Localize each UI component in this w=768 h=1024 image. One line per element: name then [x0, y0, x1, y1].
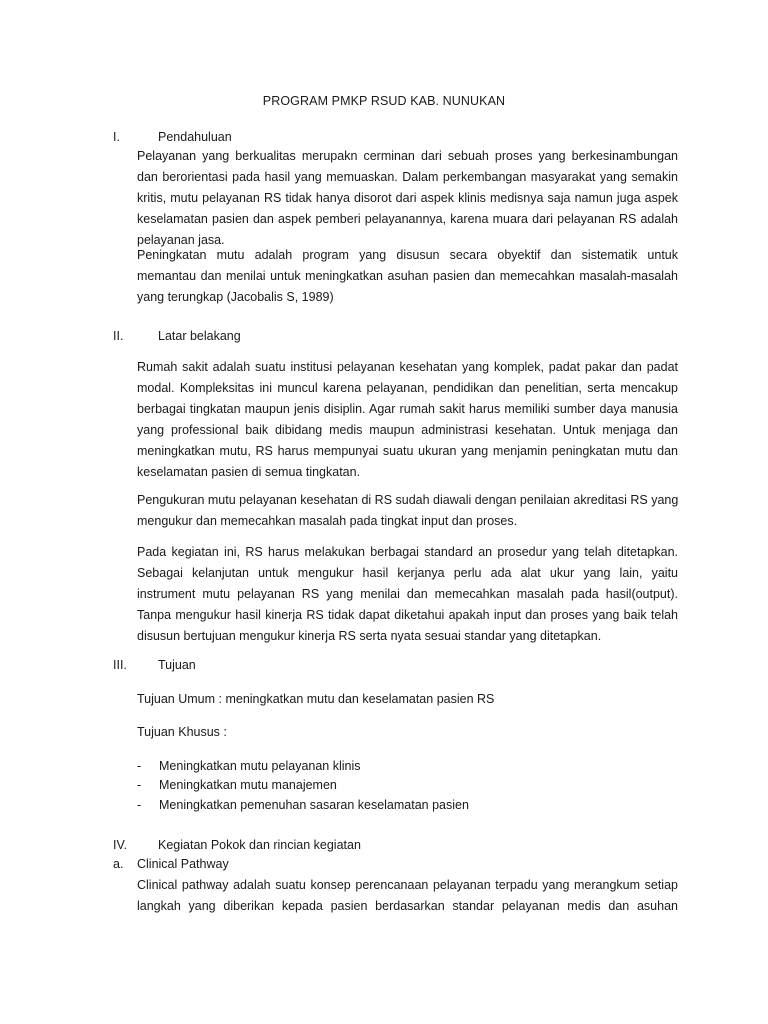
- paragraph-line: langkah yang diberikan kepada pasien berdasarkan standar pelayanan medis dan asuhan: [137, 899, 678, 913]
- paragraph-line: Pelayanan yang berkualitas merupakn cerminan dari sebuah proses yang berkesinambungan: [137, 149, 678, 163]
- bullet-dash: -: [137, 759, 142, 773]
- paragraph-line: Pengukuran mutu pelayanan kesehatan di RS sudah diawali dengan penilaian akreditasi RS yang: [137, 493, 678, 507]
- section-number: II.: [113, 329, 124, 343]
- paragraph-line: Tanpa mengukur hasil kinerja RS tidak dapat diketahui apakah input dan proses yang baik telah: [137, 608, 678, 622]
- paragraph-latar-belakang-1: [137, 357, 678, 483]
- paragraph-line: Clinical pathway adalah suatu konsep perencanaan pelayanan terpadu yang merangkum setiap: [137, 878, 678, 892]
- subsection-title: Clinical Pathway: [137, 857, 229, 871]
- section-title: Latar belakang: [158, 329, 241, 343]
- paragraph-pendahuluan-1: [137, 146, 678, 251]
- section-title: Tujuan: [158, 658, 196, 672]
- paragraph-line: modal. Kompleksitas ini muncul karena pelayanan, pendidikan dan penelitian, serta mencakup: [137, 381, 678, 395]
- paragraph-latar-belakang-3: [137, 542, 678, 647]
- section-number: III.: [113, 658, 127, 672]
- paragraph-line: dan berorientasi pada hasil yang memuaskan. Dalam perkembangan masyarakat yang semakin: [137, 170, 678, 184]
- document-title: PROGRAM PMKP RSUD KAB. NUNUKAN: [262, 94, 506, 108]
- paragraph-line: Sebagai kelanjutan untuk mengukur hasil kerjanya perlu ada alat ukur yang lain, yaitu: [137, 566, 678, 580]
- paragraph-line: keselamatan pasien dan aspek pemberi pelayanannya, karena muara dari pelayanan RS adalah: [137, 212, 678, 226]
- paragraph-line: meningkatkan mutu, RS harus mempunyai suatu ukuran yang menjamin peningkatan mutu dan: [137, 444, 678, 458]
- paragraph-line: Rumah sakit adalah suatu institusi pelayanan kesehatan yang komplek, padat pakar dan padat: [137, 360, 678, 374]
- section-title: Kegiatan Pokok dan rincian kegiatan: [158, 838, 361, 852]
- bullet-dash: -: [137, 798, 142, 812]
- tujuan-umum: Tujuan Umum : meningkatkan mutu dan keselamatan pasien RS: [137, 692, 495, 706]
- bullet-dash: -: [137, 778, 142, 792]
- paragraph-line: disusun bertujuan mengukur kinerja RS serta nyata sesuai standar yang ditetapkan.: [137, 629, 602, 643]
- subsection-letter: a.: [113, 857, 124, 871]
- list-item-text: Meningkatkan pemenuhan sasaran keselamatan pasien: [159, 798, 469, 812]
- paragraph-line: Peningkatan mutu adalah program yang disusun secara obyektif dan sistematik untuk: [137, 248, 678, 262]
- paragraph-line: Pada kegiatan ini, RS harus melakukan berbagai standard an prosedur yang telah ditetapkan.: [137, 545, 678, 559]
- list-item-text: Meningkatkan mutu pelayanan klinis: [159, 759, 361, 773]
- paragraph-line: yang terungkap (Jacobalis S, 1989): [137, 290, 334, 304]
- section-title: Pendahuluan: [158, 130, 232, 144]
- section-number: I.: [113, 130, 120, 144]
- section-number: IV.: [113, 838, 128, 852]
- paragraph-line: keselamatan pasien di semua tingkatan.: [137, 465, 361, 479]
- paragraph-line: instrument mutu pelayanan RS yang menilai dan memecahkan masalah pada hasil(output).: [137, 587, 678, 601]
- paragraph-line: pelayanan jasa.: [137, 233, 225, 247]
- paragraph-line: mengukur dan memecahkan masalah pada tingkat input dan proses.: [137, 514, 518, 528]
- paragraph-line: berbagai tingkatan maupun jenis disiplin. Agar rumah sakit harus memiliki sumber daya manusia: [137, 402, 678, 416]
- paragraph-pendahuluan-2: [137, 245, 678, 308]
- paragraph-line: yang professional baik dibidang medis maupun administrasi kesehatan. Untuk menjaga dan: [137, 423, 678, 437]
- tujuan-khusus-label: Tujuan Khusus :: [137, 725, 227, 739]
- paragraph-line: kritis, mutu pelayanan RS tidak hanya disorot dari aspek klinis medisnya saja namun juga aspek: [137, 191, 678, 205]
- paragraph-clinical-pathway: [137, 875, 678, 917]
- paragraph-latar-belakang-2: [137, 490, 678, 532]
- paragraph-line: memantau dan menilai untuk meningkatkan asuhan pasien dan memecahkan masalah-masalah: [137, 269, 678, 283]
- list-item-text: Meningkatkan mutu manajemen: [159, 778, 337, 792]
